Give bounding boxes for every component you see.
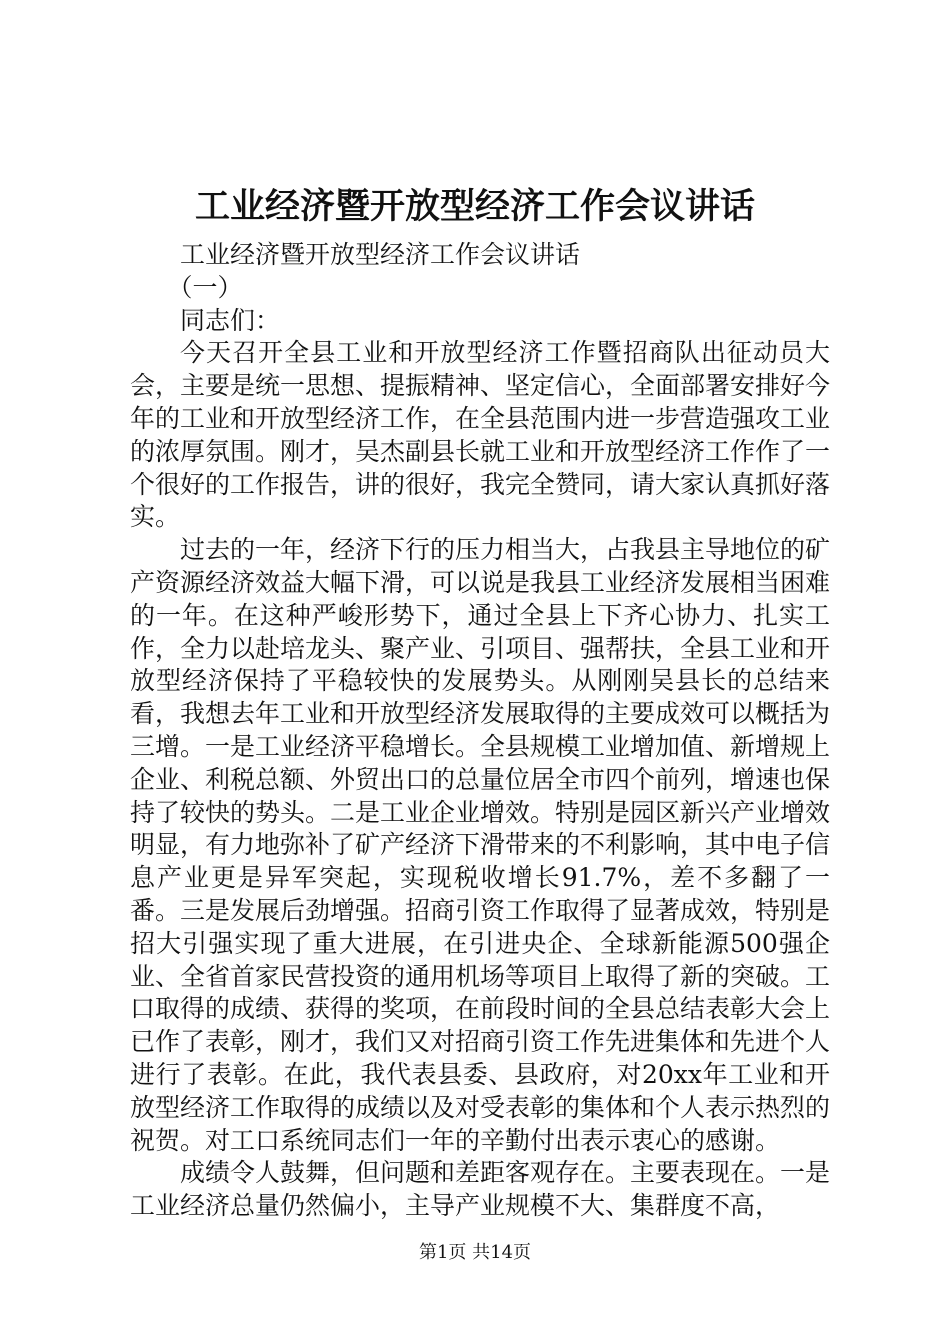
document-body xyxy=(130,239,830,1223)
salutation: 同志们： xyxy=(180,305,281,335)
body-paragraph-3: 成绩令人鼓舞，但问题和差距客观存在。主要表现在。一是工业经济总量仍然偏小，主导产业规模不大、集群度不高， xyxy=(130,1158,831,1221)
page-footer: 第1页 共14页 xyxy=(418,1242,532,1263)
body-paragraph-2: 过去的一年，经济下行的压力相当大，占我县主导地位的矿产资源经济效益大幅下滑，可以说是我县工业经济发展相当困难的一年。在这种严峻形势下，通过全县上下齐心协力、扎实工作，全力以赴培龙头、聚产业、引项目、强帮扶，全县工业和开放型经济保持了平稳较快的发展势头。从刚刚吴县长的总结来看，我想去年工业和开放型经济发展取得的主要成效可以概括为三增。一是工业经济平稳增长。全县规模工业增加值、新增规上企业、利税总额、外贸出口的总量位居全市四个前列，增速也保持了较快的势头。二是工业企业增效。特别是园区新兴产业增效明显，有力地弥补了矿产经济下滑带来的不利影响，其中电子信息产业更是异军突起，实现税收增长91.7%，差不多翻了一番。三是发展后劲增强。招商引资工作取得了显著成效，特别是招大引强实现了重大进展，在引进央企、全球新能源500强企业、全省首家民营投资的通用机场等项目上取得了新的突破。工口取得的成绩、获得的奖项，在前段时间的全县总结表彰大会上已作了表彰，刚才，我们又对招商引资工作先进集体和先进个人进行了表彰。在此，我代表县委、县政府，对20xx年工业和开放型经济工作取得的成绩以及对受表彰的集体和个人表示热烈的祝贺。对工口系统同志们一年的辛勤付出表示衷心的感谢。 xyxy=(130,535,831,1155)
document-subtitle: 工业经济暨开放型经济工作会议讲话 xyxy=(180,240,581,269)
section-marker: （一） xyxy=(167,272,243,302)
document-title: 工业经济暨开放型经济工作会议讲话 xyxy=(194,186,755,227)
body-paragraph-1: 今天召开全县工业和开放型经济工作暨招商队出征动员大会，主要是统一思想、提振精神、坚定信心，全面部署安排好今年的工业和开放型经济工作，在全县范围内进一步营造强攻工业的浓厚氛围。刚才，吴杰副县长就工业和开放型经济工作作了一个很好的工作报告，讲的很好，我完全赞同，请大家认真抓好落实。 xyxy=(130,338,831,532)
